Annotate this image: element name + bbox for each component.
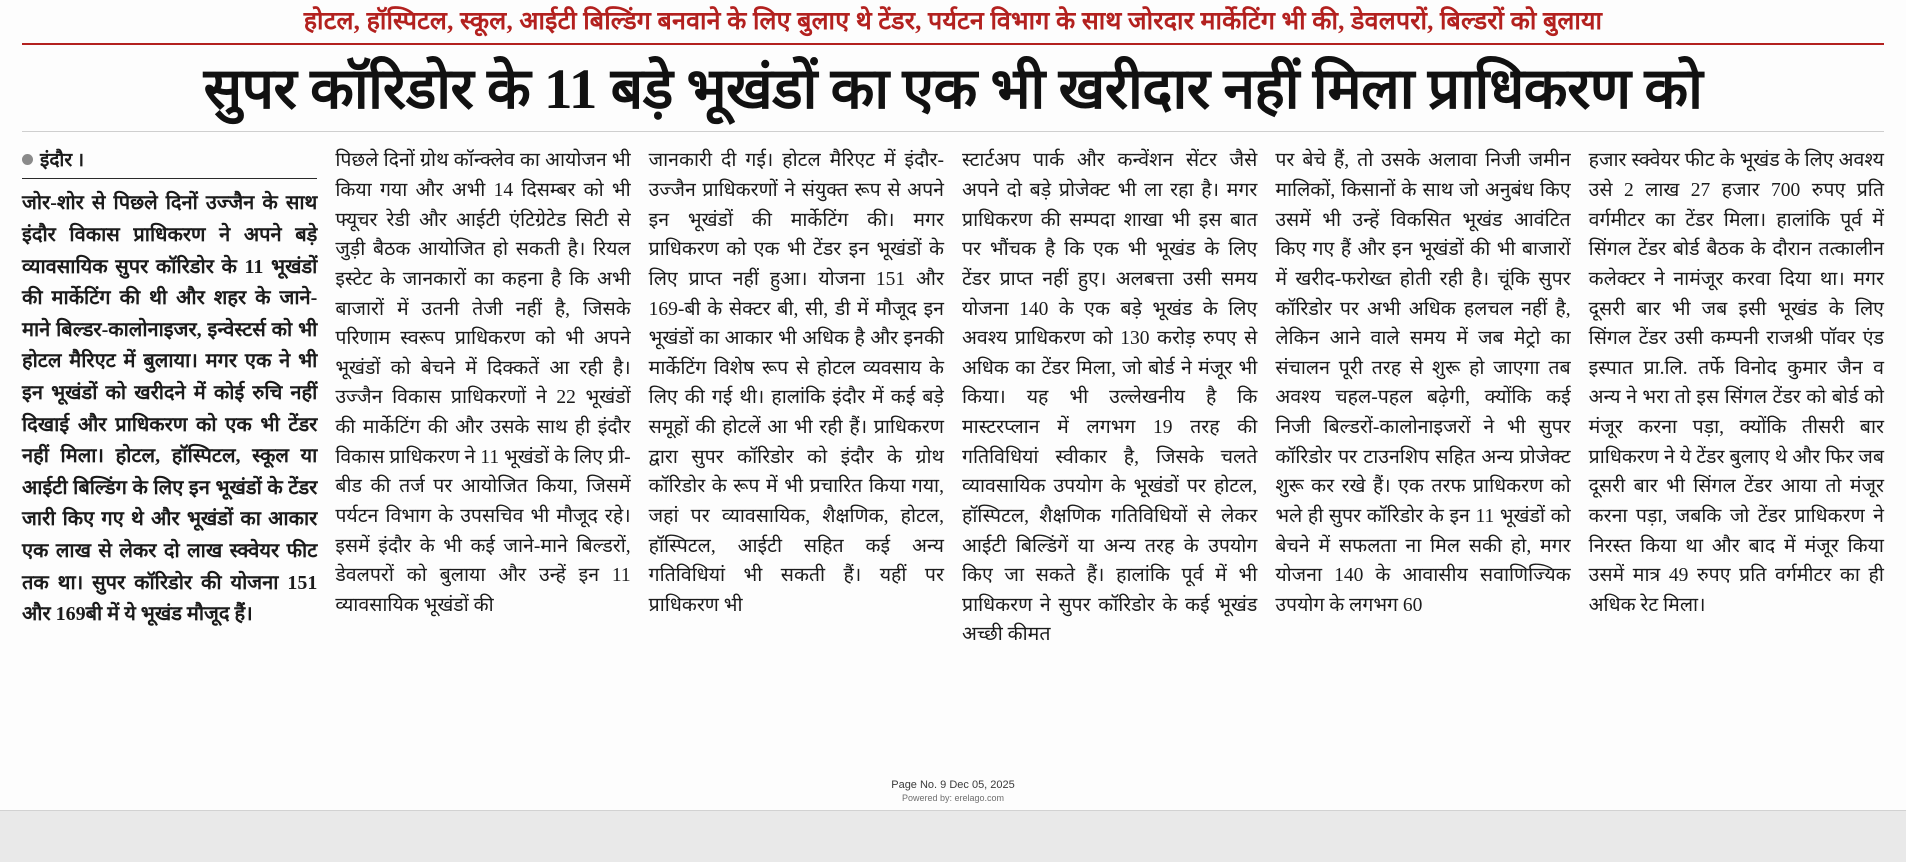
article-columns xyxy=(22,146,1884,650)
dateline xyxy=(22,146,317,179)
article-paragraph: स्टार्टअप पार्क और कन्वेंशन सेंटर जैसे अपने दो बड़े प्रोजेक्ट भी ला रहा है। मगर प्राधिकरण की सम्पदा शाखा भी इस बात पर भौंचक है कि एक भी भूखंड के लिए टेंडर प्राप्त नहीं हुए। अलबत्ता उसी समय योजना 140 के एक बड़े भूखंड के लिए अवश्य प्राधिकरण को 130 करोड़ रुपए से अधिक का टेंडर मिला, जो बोर्ड ने मंजूर भी किया। यह भी उल्लेखनीय है कि मास्टरप्लान में लगभग 19 तरह की गतिविधियां स्वीकार है, जिसके चलते व्यावसायिक उपयोग के भूखंडों पर होटल, हॉस्पिटल, शैक्षणिक गतिविधियों से लेकर आईटी बिल्डिंगें या अन्य तरह के उपयोग किए जा सकते हैं। हालांकि पूर्व में भी प्राधिकरण ने सुपर कॉरिडोर के कई भूखंड अच्छी कीमत xyxy=(961,150,1258,646)
article-column-6 xyxy=(1589,146,1884,620)
article-paragraph: हजार स्क्वेयर फीट के भूखंड के लिए अवश्य उसे 2 लाख 27 हजार 700 रुपए प्रति वर्गमीटर का टेंडर मिला। हालांकि पूर्व में सिंगल टेंडर बोर्ड बैठक के दौरान तत्कालीन कलेक्टर ने नामंजूर करवा दिया था। मगर दूसरी बार भी जब इसी भूखंड के लिए सिंगल टेंडर उसी कम्पनी राजश्री पॉवर एंड इस्पात प्रा.लि. तर्फे विनोद कुमार जैन व अन्य ने भरा तो इस सिंगल टेंडर को बोर्ड को मंजूर करना पड़ा, क्योंकि तीसरी बार प्राधिकरण ने ये टेंडर बुलाए थे और फिर जब दूसरी बार भी सिंगल टेंडर आया तो मंजूर करना पड़ा, जबकि जो टेंडर प्राधिकरण ने निरस्त किया था और बाद में मंजूर किया उसमें मात्र 49 रुपए प्रति वर्गमीटर का ही अधिक रेट मिला। xyxy=(1588,150,1884,616)
article-column-3 xyxy=(649,146,944,620)
powered-by-stamp: Powered by: erelago.com xyxy=(901,792,1005,803)
kicker-section xyxy=(22,8,1884,45)
page-title: सुपर कॉरिडोर के 11 बड़े भूखंडों का एक भी खरीदार नहीं मिला प्राधिकरण को xyxy=(203,57,1703,121)
dateline-place: इंदौर । xyxy=(40,150,85,172)
viewer-bottom-band xyxy=(0,810,1906,862)
article-paragraph: जोर-शोर से पिछले दिनों उज्जैन के साथ इंदौर विकास प्राधिकरण ने अपने बड़े व्यावसायिक सुपर कॉरिडोर के 11 भूखंडों की मार्केटिंग की थी और शहर के जाने-माने बिल्डर-कालोनाइजर, इन्वेस्टर्स को भी होटल मैरिएट में बुलाया। मगर एक ने भी इन भूखंडों को खरीदने में कोई रुचि नहीं दिखाई और प्राधिकरण को एक भी टेंडर नहीं मिला। होटल, हॉस्पिटल, स्कूल या आईटी बिल्डिंग के लिए इन भूखंडों के टेंडर जारी किए गए थे और भूखंडों का आकार एक लाख से लेकर दो लाख स्क्वेयर फीट तक था। सुपर कॉरिडोर की योजना 151 और 169बी में ये भूखंड मौजूद हैं। xyxy=(22,192,318,626)
article-paragraph: जानकारी दी गई। होटल मैरिएट में इंदौर-उज्जैन प्राधिकरणों ने संयुक्त रूप से अपने इन भूखंडों की मार्केटिंग की। मगर प्राधिकरण को एक भी टेंडर इन भूखंडों के लिए प्राप्त नहीं हुआ। योजना 151 और 169-बी के सेक्टर बी, सी, डी में मौजूद इन भूखंडों का आकार भी अधिक है और इनकी मार्केटिंग विशेष रूप से होटल व्यवसाय के लिए की गई थी। हालांकि इंदौर में कई बड़े समूहों की होटलें आ भी रही हैं। प्राधिकरण द्वारा सुपर कॉरिडोर को इंदौर के ग्रोथ कॉरिडोर के रूप में भी प्रचारित किया गया, जहां पर व्यावसायिक, शैक्षणिक, होटल, हॉस्पिटल, आईटी सहित कई अन्य गतिविधियां भी सकती हैं। यहीं पर प्राधिकरण भी xyxy=(648,150,944,616)
article-column-2 xyxy=(335,146,630,620)
article-column-4 xyxy=(962,146,1257,650)
clipping-footer xyxy=(0,779,1906,804)
article-column-5 xyxy=(1275,146,1570,620)
bullet-icon xyxy=(22,154,33,165)
article-paragraph: पिछले दिनों ग्रोथ कॉन्क्लेव का आयोजन भी किया गया और अभी 14 दिसम्बर को भी फ्यूचर रेडी और आईटी एंटिग्रेटेड सिटी से जुड़ी बैठक आयोजित हो सकती है। रियल इस्टेट के जानकारों का कहना है कि अभी बाजारों में उतनी तेजी नहीं है, जिसके परिणाम स्वरूप प्राधिकरण को भी अपने भूखंडों को बेचने में दिक्कतें आ रही है। उज्जैन विकास प्राधिकरणों ने 22 भूखंडों की मार्केटिंग की और उसके साथ ही इंदौर विकास प्राधिकरण ने 11 भूखंडों के लिए प्री-बीड की तर्ज पर आयोजित किया, जिसमें पर्यटन विभाग के उपसचिव भी मौजूद रहे। इसमें इंदौर के भी कई जाने-माने बिल्डरों, डेवलपरों को बुलाया और उन्हें इन 11 व्यावसायिक भूखंडों की xyxy=(335,150,631,616)
article-column-1 xyxy=(22,146,317,630)
headline-divider xyxy=(22,131,1884,132)
kicker-text: होटल, हॉस्पिटल, स्कूल, आईटी बिल्डिंग बनवाने के लिए बुलाए थे टेंडर, पर्यटन विभाग के साथ जोरदार मार्केटिंग भी की, डेवलपरों, बिल्डरों को बुलाया xyxy=(303,8,1603,35)
article-paragraph: पर बेचे हैं, तो उसके अलावा निजी जमीन मालिकों, किसानों के साथ जो अनुबंध किए उसमें भी उन्हें विकसित भूखंड आवंटित किए गए हैं और इन भूखंडों की भी बाजारों में खरीद-फरोख्त होती रही है। चूंकि सुपर कॉरिडोर पर अभी अधिक हलचल नहीं है, लेकिन आने वाले समय में जब मेट्रो का संचालन पूरी तरह से शुरू हो जाएगा तब अवश्य चहल-पहल बढ़ेगी, क्योंकि कई निजी बिल्डरों-कालोनाइजरों ने भी सुपर कॉरिडोर पर टाउनशिप सहित अन्य प्रोजेक्ट शुरू कर रखे हैं। एक तरफ प्राधिकरण को भले ही सुपर कॉरिडोर के इन 11 भूखंडों को बेचने में सफलता ना मिल सकी हो, मगर योजना 140 के आवासीय सवाणिज्यिक उपयोग के लगभग 60 xyxy=(1275,150,1571,616)
page-number-stamp: Page No. 9 Dec 05, 2025 xyxy=(891,779,1015,791)
